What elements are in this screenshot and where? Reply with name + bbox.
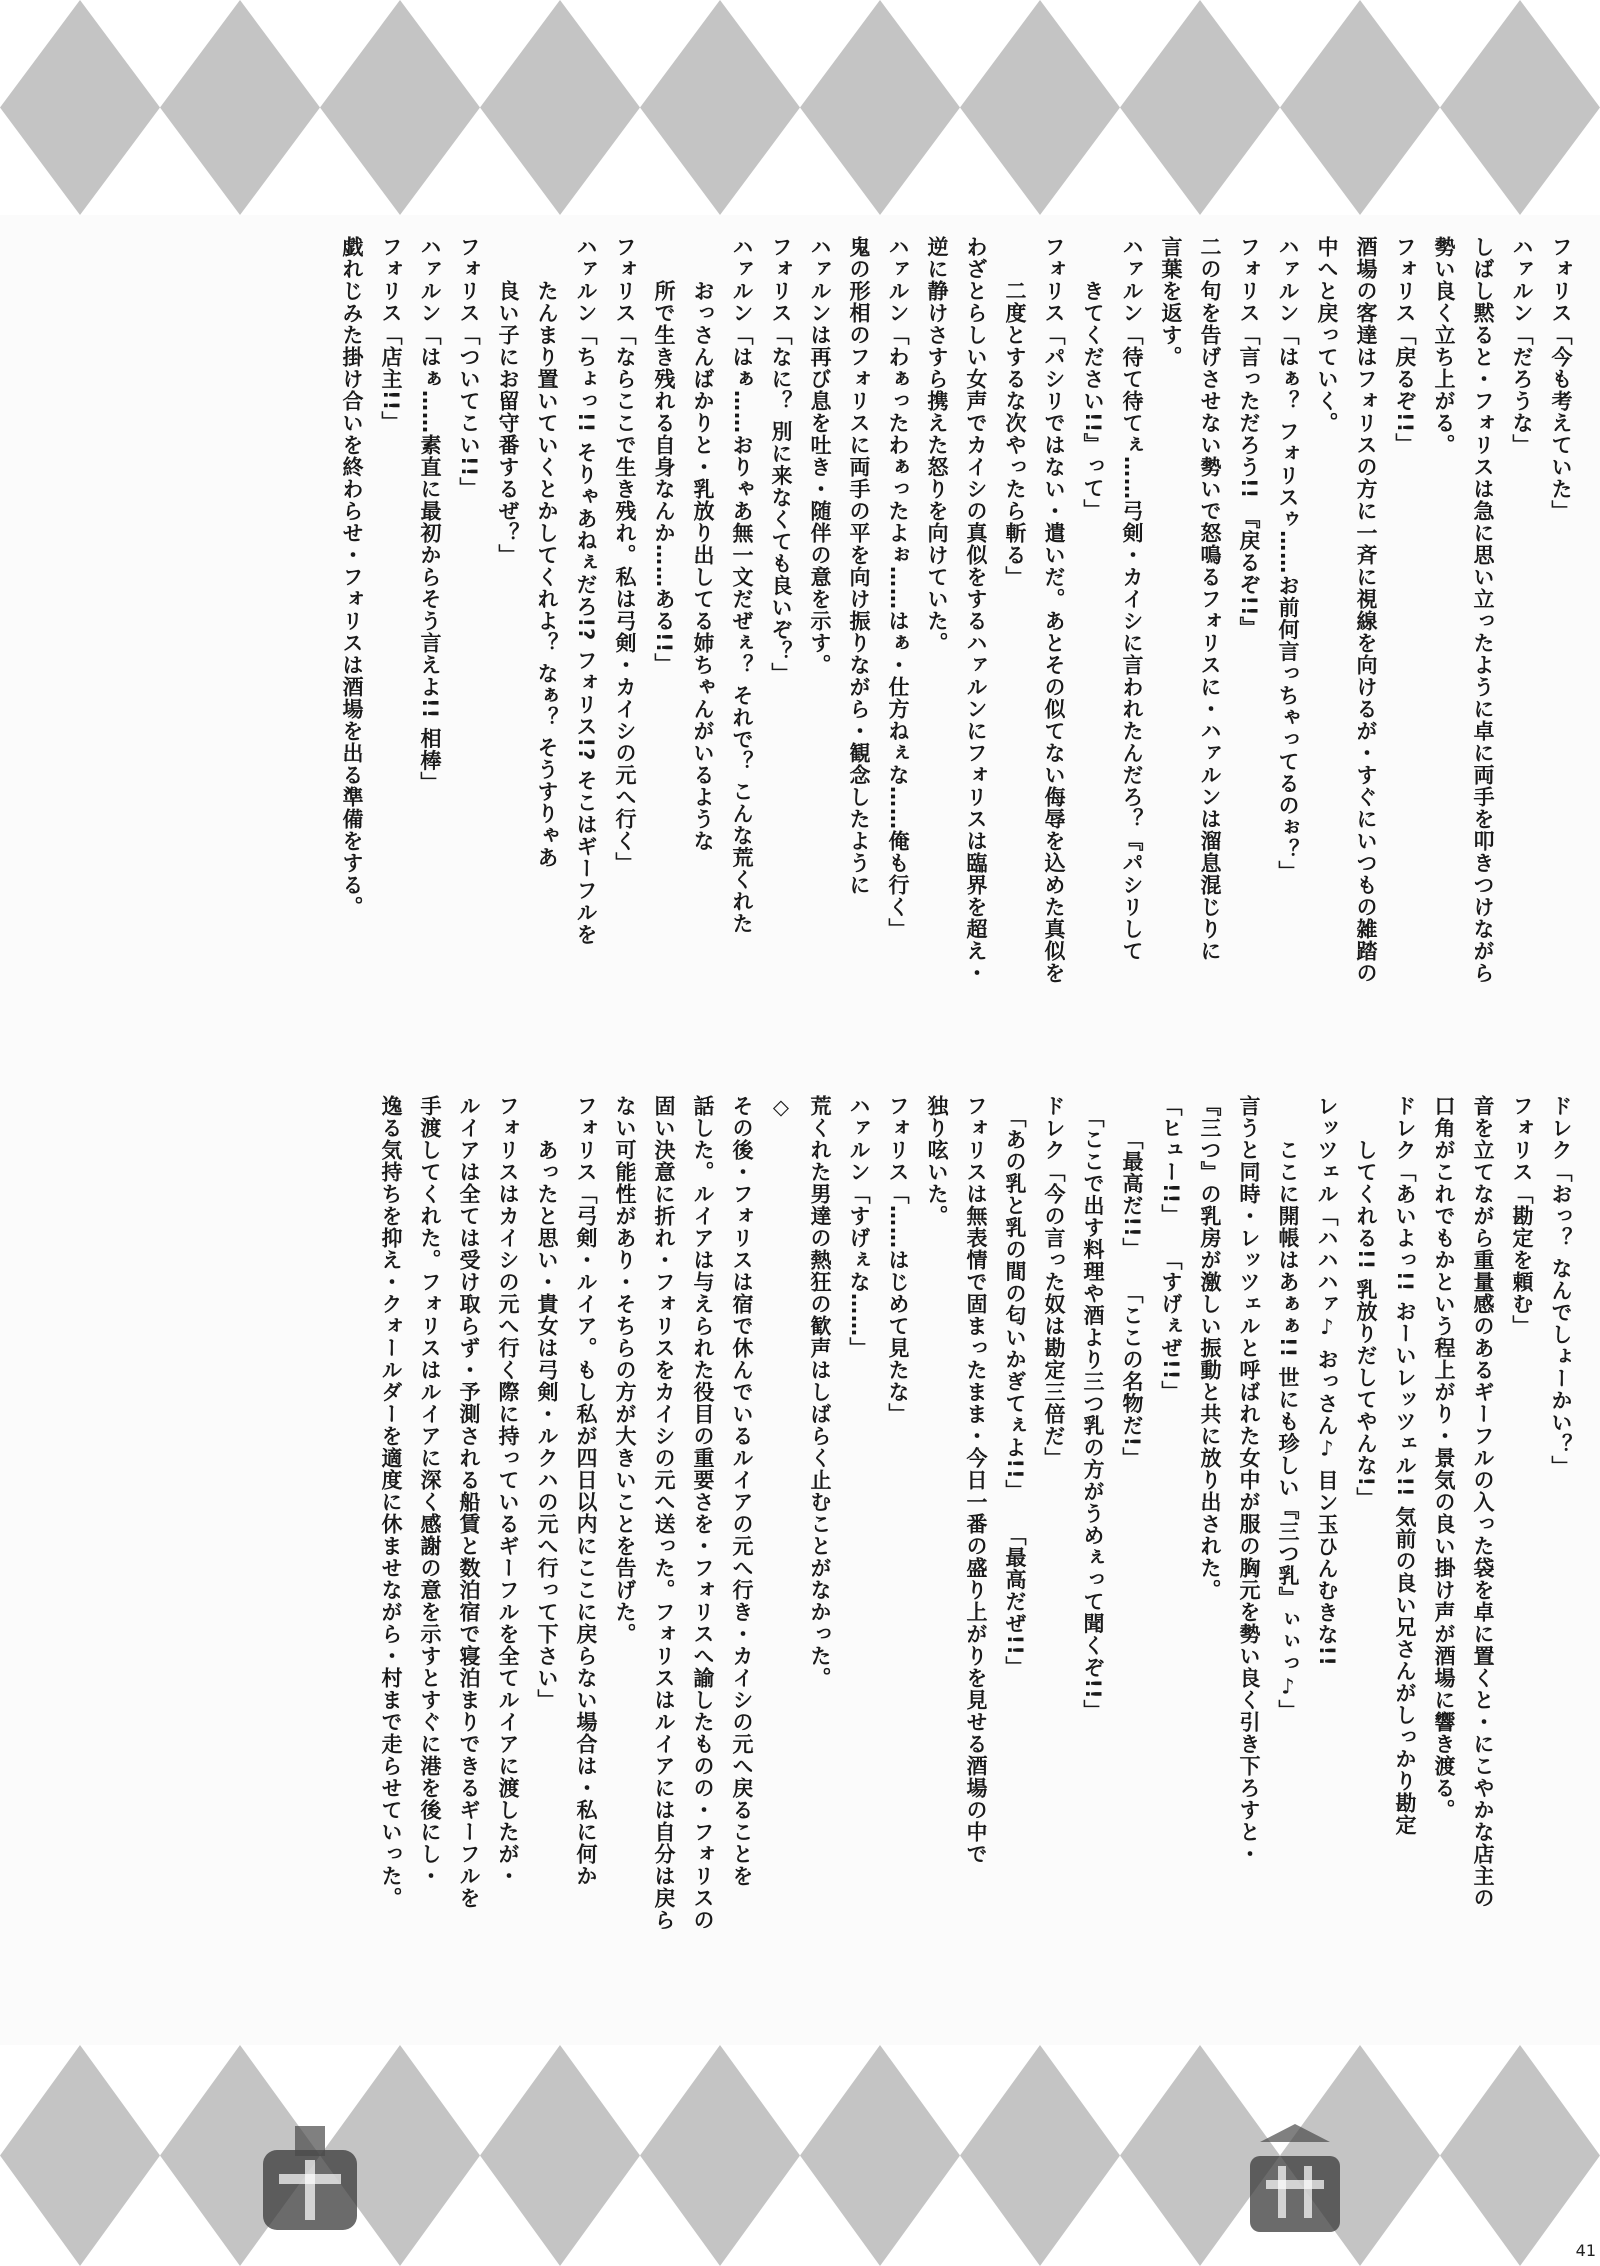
text-line: 荒くれた男達の熱狂の歓声はしばらく止むことがなかった。 [808,1095,832,1689]
text-line: 言うと同時・レッツェルと呼ばれた女中が服の胸元を勢い良く引き下ろすと・ [1237,1095,1261,1865]
text-line: ハァルン「待て待てぇ……弓剣・カイシに言われたんだろ？『パシリして [1120,236,1144,962]
text-line: フォリス「ついてこい!!」 [457,236,481,500]
upper-text-block [332,236,1580,1036]
text-line: ハァルン「わぁったわぁったよぉ……はぁ・仕方ねぇな……俺も行く」 [886,236,910,940]
text-line: フォリス「言っただろう!! 『戻るぞ!!』 [1237,236,1261,639]
text-line: ドレク「今の言った奴は勘定三倍だ」 [1042,1095,1066,1469]
diamond-shape [640,2045,800,2266]
text-line: 所で生き残れる自身なんか……ある!!」 [652,236,676,676]
lower-text-block [371,1095,1580,2015]
diamond-shape [1440,0,1600,215]
bottom-diamond-pattern [0,2045,1600,2266]
text-line: フォリス「今も考えていた」 [1549,236,1573,522]
text-line: 「最高だ!!」 「ここの名物だ!」 [1120,1095,1144,1470]
text-line: ハァルンは再び息を吐き・随伴の意を示す。 [808,236,832,676]
text-line: 音を立てながら重量感のあるギーフルの入った袋を卓に置くと・にこやかな店主の [1471,1095,1495,1909]
text-line: フォリス「なに？ 別に来なくても良いぞ？」 [769,236,793,685]
bottom-diamond-border [0,2045,1600,2266]
text-line: その後・フォリスは宿で休んでいるルイアの元へ行き・カイシの元へ戻ることを [730,1095,754,1887]
text-line: ハァルン「はぁ……おりゃあ無一文だぜぇ？ それで？ こんな荒くれた [730,236,754,935]
ink-seal-icon [1240,2120,1350,2240]
text-line: 中へと戻っていく。 [1315,236,1339,434]
text-line: 「ここで出す料理や酒より三つ乳の方がうめぇって聞くぞ!!」 [1081,1095,1105,1722]
diamond-shape [640,0,800,215]
text-line: 固い決意に折れ・フォリスをカイシの元へ送った。フォリスはルイアには自分は戻ら [652,1095,676,1931]
text-line: 口角がこれでもかという程上がり・景気の良い掛け声が酒場に響き渡る。 [1432,1095,1456,1821]
text-line: フォリスは無表情で固まったまま・今日一番の盛り上がりを見せる酒場の中で [964,1095,988,1865]
text-line: 良い子にお留守番するぜ？」 [496,236,520,566]
diamond-shape [1120,0,1280,215]
text-line: ハァルン「はぁ？ フォリスゥ……お前何言っちゃってるのぉ？」 [1276,236,1300,883]
text-line: ルイアは全ては受け取らず・予測される船賃と数泊宿で寝泊まりできるギーフルを [457,1095,481,1909]
text-line: フォリス「パシリではない・遣いだ。あとその似てない侮辱を込めた真似を [1042,236,1066,984]
text-line: ここに開帳はあぁぁ!! 世にも珍しい『三つ乳』ぃぃっ♪」 [1276,1095,1300,1722]
text-line: フォリス「勘定を頼む」 [1510,1095,1534,1337]
text-line: おっさんばかりと・乳放り出してる姉ちゃんがいるような [691,236,715,852]
diamond-shape [160,0,320,215]
text-line: 戯れじみた掛け合いを終わらせ・フォリスは酒場を出る準備をする。 [340,236,364,918]
text-line: ドレク「おっ？ なんでしょーかい？」 [1549,1095,1573,1478]
text-line: 『三つ』の乳房が激しい振動と共に放り出された。 [1198,1095,1222,1601]
text-line: フォリス「店主!!」 [379,236,403,434]
text-line: ハァルン「ちょっ!! そりゃあねぇだろ!? フォリス!? そこはギーフルを [574,236,598,946]
diamond-shape [480,2045,640,2266]
diamond-shape [960,0,1120,215]
diamond-shape [480,0,640,215]
text-line: ハァルン「だろうな」 [1510,236,1534,456]
text-line: あったと思い・貴女は弓剣・ルクハの元へ行って下さい」 [535,1095,559,1711]
top-diamond-border [0,0,1600,215]
text-line: してくれる!! 乳放りだしてやんな!」 [1354,1095,1378,1510]
ink-seal-icon [255,2120,365,2240]
text-line: ハァルン「すげぇな……」 [847,1095,871,1359]
text-line: ドレク「あいよっ!! おーいレッツェル!! 気前の良い兄さんがしっかり勘定 [1393,1095,1417,1836]
page-number: 41 [1575,2241,1596,2260]
text-line: ない可能性があり・そちらの方が大きいことを告げた。 [613,1095,637,1645]
text-line: 逸る気持ちを抑え・クォールダーを適度に休ませながら・村まで走らせていった。 [379,1095,403,1909]
text-line: 酒場の客達はフォリスの方に一斉に視線を向けるが・すぐにいつもの雑踏の [1354,236,1378,984]
diamond-shape [320,0,480,215]
text-line: 「あの乳と乳の間の匂いかぎてぇよ!!」 「最高だぜ!!」 [1003,1095,1027,1678]
text-line: フォリス「弓剣・ルイア。もし私が四日以内にここに戻らない場合は・私に何か [574,1095,598,1887]
diamond-shape [800,2045,960,2266]
text-line: ◇ [769,1095,793,1120]
top-diamond-pattern [0,0,1600,215]
text-line: 逆に静けさすら携えた怒りを向けていた。 [925,236,949,654]
diamond-shape [1440,2045,1600,2266]
text-line: 二の句を告げさせない勢いで怒鳴るフォリスに・ハァルンは溜息混じりに [1198,236,1222,962]
text-line: 鬼の形相のフォリスに両手の平を向け振りながら・観念したように [847,236,871,896]
text-line: 言葉を返す。 [1159,236,1183,368]
text-line: きてください!!』って」 [1081,236,1105,522]
text-line: フォリスはカイシの元へ行く際に持っているギーフルを全てルイアに渡したが・ [496,1095,520,1887]
text-line: 手渡してくれた。フォリスはルイアに深く感謝の意を示すとすぐに港を後にし・ [418,1095,442,1887]
diamond-shape [800,0,960,215]
text-line: フォリス「戻るぞ!!」 [1393,236,1417,456]
text-line: しばし黙ると・フォリスは急に思い立ったように卓に両手を叩きつけながら [1471,236,1495,984]
text-line: 話した。ルイアは与えられた役目の重要さを・フォリスへ諭したものの・フォリスの [691,1095,715,1931]
text-line: レッツェル「ハハハァ♪ おっさん♪ 目ン玉ひんむきな!! [1315,1095,1339,1667]
diamond-shape [0,0,160,215]
diamond-shape [1280,0,1440,215]
text-line: 二度とするな次やったら斬る」 [1003,236,1027,588]
text-line: 「ヒュー!!」 「すげぇぜ!!」 [1159,1095,1183,1403]
diamond-shape [960,2045,1120,2266]
text-line: 勢い良く立ち上がる。 [1432,236,1456,456]
text-line: ハァルン「はぁ……素直に最初からそう言えよ!! 相棒」 [418,236,442,794]
text-line: 独り呟いた。 [925,1095,949,1227]
text-line: わざとらしい女声でカイシの真似をするハァルンにフォリスは臨界を超え・ [964,236,988,984]
text-line: フォリス「……はじめて見たな」 [886,1095,910,1425]
diamond-shape [0,2045,160,2266]
text-line: フォリス「ならここで生き残れ。私は弓剣・カイシの元へ行く」 [613,236,637,874]
text-line: たんまり置いていくとかしてくれよ？ なぁ？ そうすりゃあ [535,236,559,869]
